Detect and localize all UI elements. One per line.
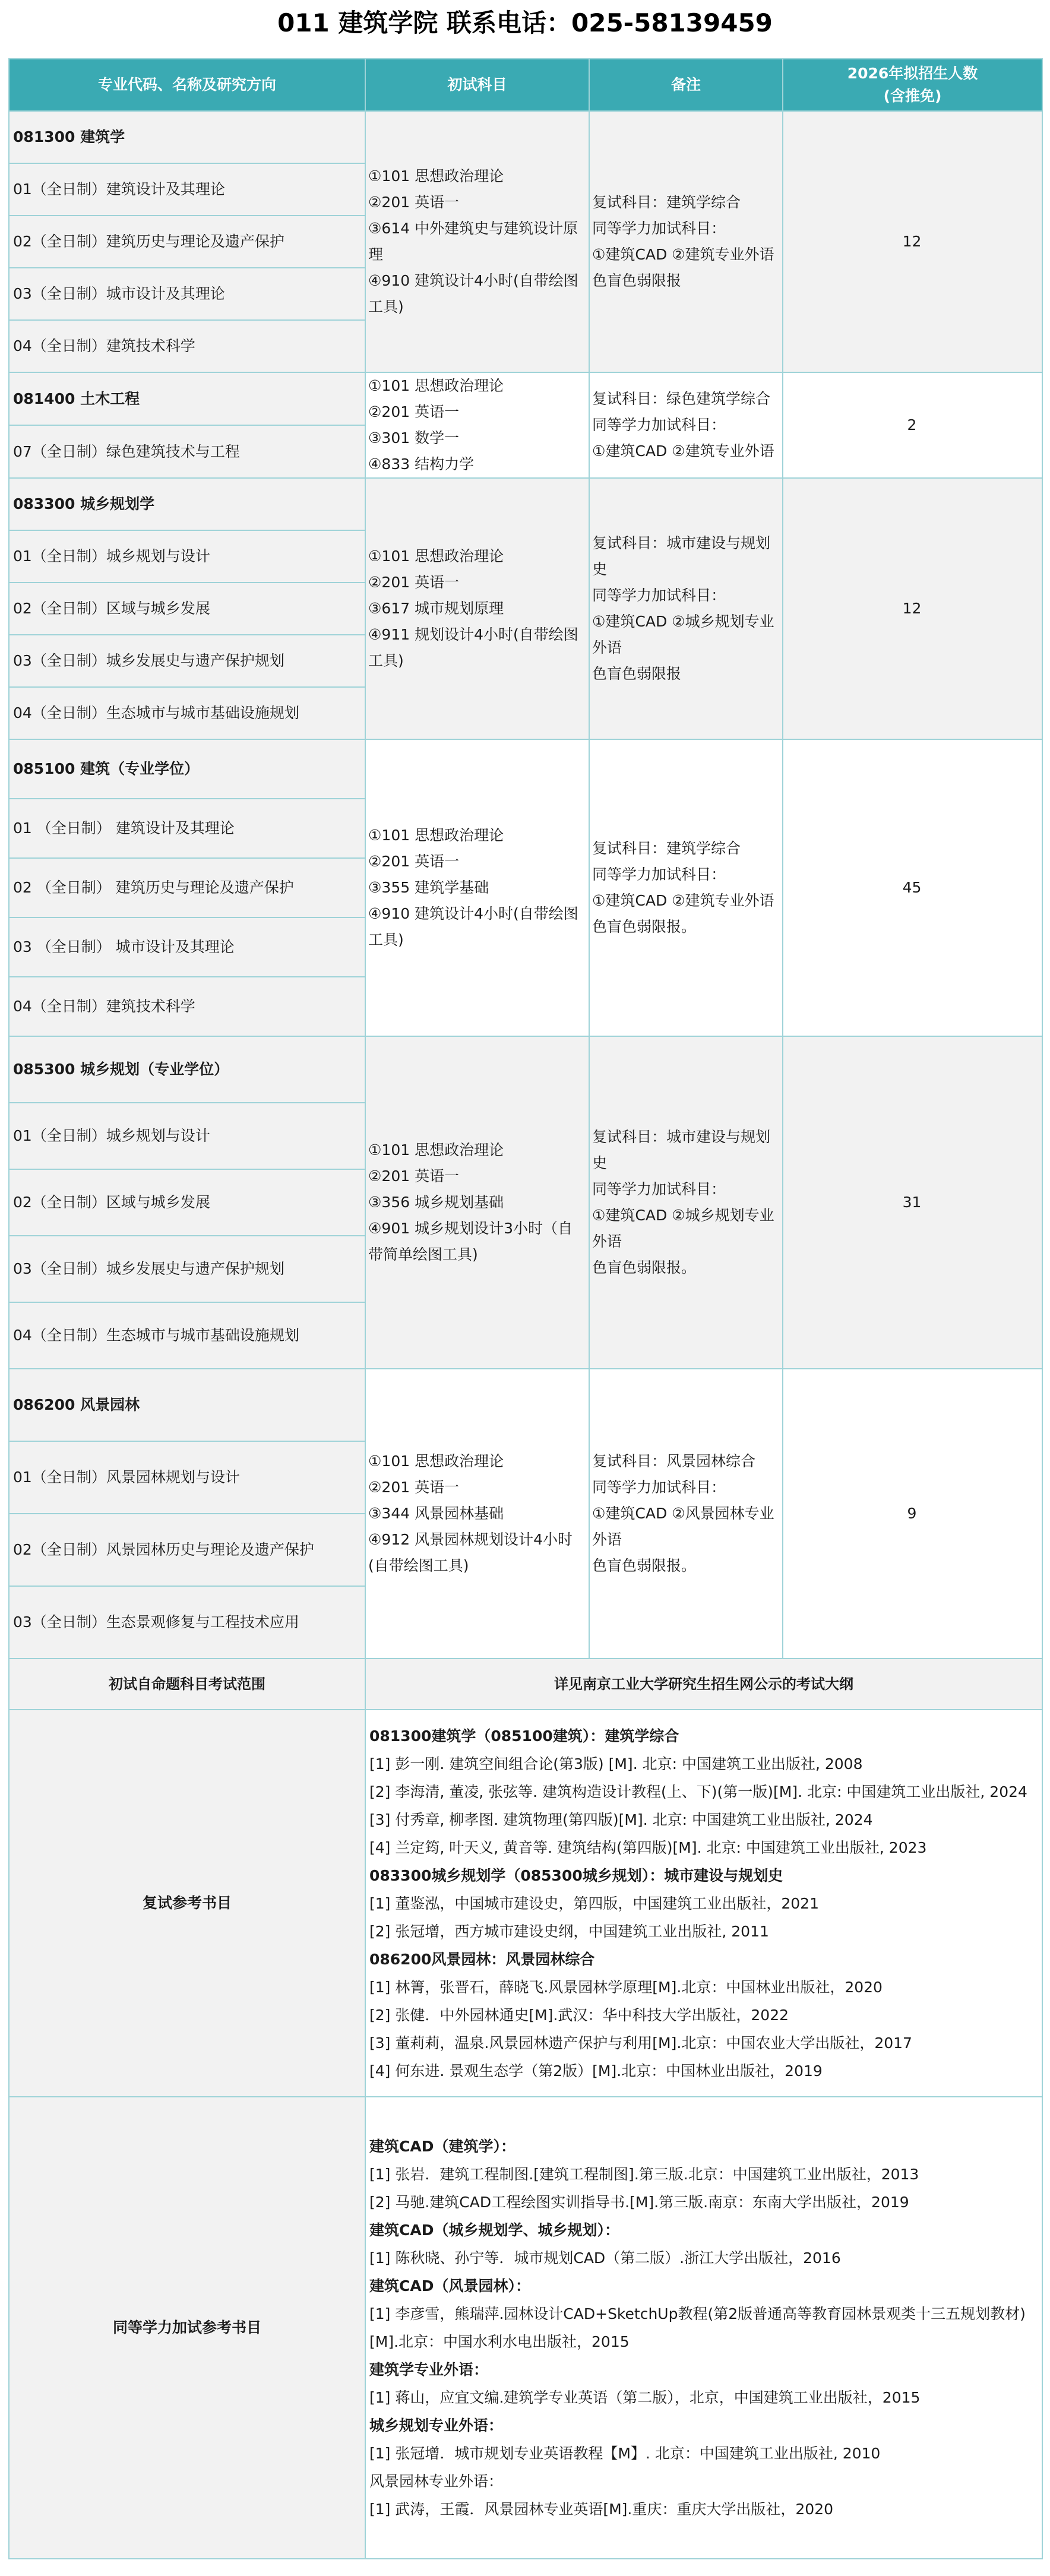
exam-subjects	[365, 1369, 589, 1659]
quota-value: 31	[783, 1036, 1042, 1369]
quota-value: 12	[783, 111, 1042, 372]
direction-item: 01（全日制）风景园林规划与设计	[9, 1441, 365, 1514]
subject-item: ②201 英语一	[368, 1479, 460, 1496]
remark-item: 色盲色弱限报。	[592, 1557, 697, 1574]
direction-item: 02 （全日制） 建筑历史与理论及遗产保护	[9, 858, 365, 917]
direction-item: 01（全日制）城乡规划与设计	[9, 530, 365, 583]
exam-subjects	[365, 478, 589, 739]
ref-section-heading: 建筑学专业外语：	[369, 2361, 489, 2378]
header-quota	[783, 59, 1042, 111]
ref-entry: [1] 陈秋晓、孙宁等．城市规划CAD（第二版）.浙江大学出版社，2016	[369, 2249, 841, 2267]
ref-entry: [2] 马驰.建筑CAD工程绘图实训指导书.[M].第三版.南京：东南大学出版社，2019	[369, 2194, 909, 2211]
subject-item: ③617 城市规划原理	[368, 600, 504, 617]
ref-entry: [3] 董莉莉，温泉.风景园林遗产保护与利用[M].北京：中国农业大学出版社，2017	[369, 2034, 912, 2052]
subject-item: ②201 英语一	[368, 403, 460, 420]
remark-item: 同等学力加试科目：	[592, 866, 726, 883]
table-row	[9, 1036, 1042, 1103]
equiv-refs-list	[365, 2097, 1042, 2559]
quota-value: 2	[783, 372, 1042, 478]
table-row	[9, 372, 1042, 425]
subject-item: ③614 中外建筑史与建筑设计原理	[368, 220, 578, 263]
ref-entry: [1] 蒋山，应宜文编.建筑学专业英语（第二版），北京，中国建筑工业出版社，2015	[369, 2389, 921, 2406]
remark-item: 复试科目：建筑学综合	[592, 840, 741, 857]
subject-item: ①101 思想政治理论	[368, 377, 504, 394]
scope-value: 详见南京工业大学研究生招生网公示的考试大纲	[365, 1659, 1042, 1710]
remarks	[589, 372, 783, 478]
remark-item: 同等学力加试科目：	[592, 587, 726, 604]
remark-item: 同等学力加试科目：	[592, 416, 726, 433]
remark-item: 复试科目：绿色建筑学综合	[592, 390, 771, 407]
remark-item: 复试科目：城市建设与规划史	[592, 1128, 771, 1172]
direction-item: 02（全日制）风景园林历史与理论及遗产保护	[9, 1514, 365, 1586]
exam-subjects	[365, 372, 589, 478]
ref-entry: [1] 张岩．建筑工程制图.[建筑工程制图].第三版.北京：中国建筑工业出版社，2013	[369, 2166, 919, 2183]
direction-item: 01（全日制）城乡规划与设计	[9, 1103, 365, 1169]
ref-section-heading: 081300建筑学（085100建筑）：建筑学综合	[369, 1727, 679, 1745]
header-notes: 备注	[589, 59, 783, 111]
ref-entry: [4] 兰定筠, 叶天义, 黄音等. 建筑结构(第四版)[M]. 北京: 中国建筑工业出版社, 2023	[369, 1838, 927, 1856]
remark-item: 复试科目：建筑学综合	[592, 194, 741, 211]
header-quota-line1: 2026年拟招生人数	[847, 65, 978, 82]
direction-item: 02（全日制）建筑历史与理论及遗产保护	[9, 216, 365, 268]
remark-item: ①建筑CAD ②建筑专业外语	[592, 892, 774, 909]
direction-item: 01（全日制）建筑设计及其理论	[9, 163, 365, 216]
remarks	[589, 739, 783, 1036]
table-row	[9, 739, 1042, 799]
remark-item: ①建筑CAD ②城乡规划专业外语	[592, 1207, 774, 1250]
header-row	[9, 59, 1042, 111]
remark-item: ①建筑CAD ②风景园林专业外语	[592, 1505, 774, 1548]
header-subjects: 初试科目	[365, 59, 589, 111]
subject-item: ④833 结构力学	[368, 455, 475, 473]
exam-subjects	[365, 111, 589, 372]
scope-row	[9, 1659, 1042, 1710]
remark-item: 复试科目：风景园林综合	[592, 1452, 756, 1470]
table-row	[9, 111, 1042, 163]
ref-entry: [1] 彭一刚. 建筑空间组合论(第3版) [M]. 北京: 中国建筑工业出版社, 2008	[369, 1755, 863, 1773]
major-name: 081400 土木工程	[9, 372, 365, 425]
remarks	[589, 111, 783, 372]
retest-refs-label: 复试参考书目	[9, 1710, 365, 2097]
direction-item: 01 （全日制） 建筑设计及其理论	[9, 799, 365, 858]
retest-refs-list	[365, 1710, 1042, 2097]
ref-entry: [4] 何东进. 景观生态学（第2版）[M].北京：中国林业出版社，2019	[369, 2062, 823, 2080]
ref-entry: 风景园林专业外语：	[369, 2473, 504, 2490]
subject-item: ③301 数学一	[368, 429, 460, 447]
subject-item: ④911 规划设计4小时(自带绘图工具)	[368, 626, 578, 669]
remarks	[589, 478, 783, 739]
direction-item: 03（全日制）城市设计及其理论	[9, 268, 365, 320]
scope-label: 初试自命题科目考试范围	[9, 1659, 365, 1710]
remark-item: 同等学力加试科目：	[592, 1181, 726, 1198]
direction-item: 04（全日制）生态城市与城市基础设施规划	[9, 1302, 365, 1369]
ref-section-heading: 086200风景园林：风景园林综合	[369, 1950, 595, 1968]
ref-section-heading: 建筑CAD（风景园林）：	[369, 2277, 530, 2295]
remark-item: ①建筑CAD ②城乡规划专业外语	[592, 613, 774, 656]
remark-item: 同等学力加试科目：	[592, 220, 726, 237]
ref-entry: [1] 林箐，张晋石，薛晓飞.风景园林学原理[M].北京：中国林业出版社，2020	[369, 1978, 883, 1996]
ref-section-heading: 建筑CAD（城乡规划学、城乡规划）：	[369, 2221, 619, 2239]
ref-entry: [3] 付秀章, 柳孝图. 建筑物理(第四版)[M]. 北京: 中国建筑工业出版社, 2024	[369, 1811, 873, 1828]
subject-item: ④910 建筑设计4小时(自带绘图工具)	[368, 272, 578, 315]
direction-item: 03（全日制）生态景观修复与工程技术应用	[9, 1586, 365, 1659]
remarks	[589, 1036, 783, 1369]
exam-subjects	[365, 1036, 589, 1369]
remark-item: 色盲色弱限报。	[592, 918, 697, 935]
remark-item: 同等学力加试科目：	[592, 1479, 726, 1496]
table-row	[9, 478, 1042, 530]
direction-item: 04（全日制）建筑技术科学	[9, 977, 365, 1036]
subject-item: ④910 建筑设计4小时(自带绘图工具)	[368, 905, 578, 948]
subject-item: ④901 城乡规划设计3小时（自带简单绘图工具)	[368, 1220, 573, 1263]
page-title: 011 建筑学院 联系电话：025-58139459	[277, 8, 773, 37]
equiv-refs-label: 同等学力加试参考书目	[9, 2097, 365, 2559]
direction-item: 02（全日制）区域与城乡发展	[9, 1169, 365, 1236]
quota-value: 12	[783, 478, 1042, 739]
remarks	[589, 1369, 783, 1659]
subject-item: ①101 思想政治理论	[368, 167, 504, 185]
major-name: 085300 城乡规划（专业学位）	[9, 1036, 365, 1103]
ref-entry: [2] 张冠增，西方城市建设史纲，中国建筑工业出版社, 2011	[369, 1922, 769, 1940]
major-name: 083300 城乡规划学	[9, 478, 365, 530]
remark-item: 复试科目：城市建设与规划史	[592, 534, 771, 578]
direction-item: 07（全日制）绿色建筑技术与工程	[9, 425, 365, 478]
subject-item: ④912 风景园林规划设计4小时(自带绘图工具)	[368, 1531, 573, 1574]
major-name: 085100 建筑（专业学位）	[9, 739, 365, 799]
groups-body	[9, 111, 1042, 1659]
direction-item: 03（全日制）城乡发展史与遗产保护规划	[9, 1236, 365, 1302]
remark-item: ①建筑CAD ②建筑专业外语	[592, 246, 774, 263]
ref-entry: [1] 李彦雪，熊瑞萍.园林设计CAD+SketchUp教程(第2版普通高等教育园林景观类十三五规划教材) [M].北京：中国水利水电出版社，2015	[369, 2305, 1026, 2350]
direction-item: 03 （全日制） 城市设计及其理论	[9, 917, 365, 977]
ref-entry: [1] 武涛，王霞．风景园林专业英语[M].重庆：重庆大学出版社，2020	[369, 2501, 834, 2518]
subject-item: ③356 城乡规划基础	[368, 1194, 504, 1211]
table-row	[9, 1369, 1042, 1441]
ref-section-heading: 城乡规划专业外语：	[369, 2417, 504, 2434]
direction-item: 04（全日制）建筑技术科学	[9, 320, 365, 372]
subject-item: ①101 思想政治理论	[368, 1452, 504, 1470]
subject-item: ③344 风景园林基础	[368, 1505, 504, 1522]
remark-item: 色盲色弱限报	[592, 272, 682, 289]
ref-entry: [1] 张冠增．城市规划专业英语教程【M】. 北京：中国建筑工业出版社, 2010	[369, 2445, 881, 2462]
subject-item: ①101 思想政治理论	[368, 1141, 504, 1159]
subject-item: ②201 英语一	[368, 574, 460, 591]
ref-entry: [2] 李海清, 董凌, 张弦等. 建筑构造设计教程(上、下)(第一版)[M]. 北京: 中国建筑工业出版社, 2024	[369, 1783, 1027, 1800]
direction-item: 03（全日制）城乡发展史与遗产保护规划	[9, 635, 365, 687]
subject-item: ②201 英语一	[368, 194, 460, 211]
remark-item: 色盲色弱限报。	[592, 1259, 697, 1276]
direction-item: 02（全日制）区域与城乡发展	[9, 583, 365, 635]
subject-item: ①101 思想政治理论	[368, 548, 504, 565]
ref-entry: [2] 张健．中外园林通史[M].武汉：华中科技大学出版社，2022	[369, 2006, 789, 2024]
subject-item: ①101 思想政治理论	[368, 827, 504, 844]
header-quota-line2: (含推免)	[883, 87, 942, 105]
quota-value: 9	[783, 1369, 1042, 1659]
header-major: 专业代码、名称及研究方向	[9, 59, 365, 111]
ref-section-heading: 建筑CAD（建筑学）：	[369, 2138, 515, 2155]
ref-section-heading: 083300城乡规划学（085300城乡规划）：城市建设与规划史	[369, 1866, 783, 1884]
subject-item: ③355 建筑学基础	[368, 879, 489, 896]
direction-item: 04（全日制）生态城市与城市基础设施规划	[9, 687, 365, 739]
subject-item: ②201 英语一	[368, 1167, 460, 1185]
retest-refs-row	[9, 1710, 1042, 2097]
exam-subjects	[365, 739, 589, 1036]
equiv-refs-row	[9, 2097, 1042, 2559]
subject-item: ②201 英语一	[368, 853, 460, 870]
admissions-table	[8, 58, 1043, 2559]
quota-value: 45	[783, 739, 1042, 1036]
ref-entry: [1] 董鉴泓，中国城市建设史，第四版，中国建筑工业出版社，2021	[369, 1894, 819, 1912]
remark-item: 色盲色弱限报	[592, 665, 682, 682]
major-name: 086200 风景园林	[9, 1369, 365, 1441]
remark-item: ①建筑CAD ②建筑专业外语	[592, 442, 774, 460]
major-name: 081300 建筑学	[9, 111, 365, 163]
